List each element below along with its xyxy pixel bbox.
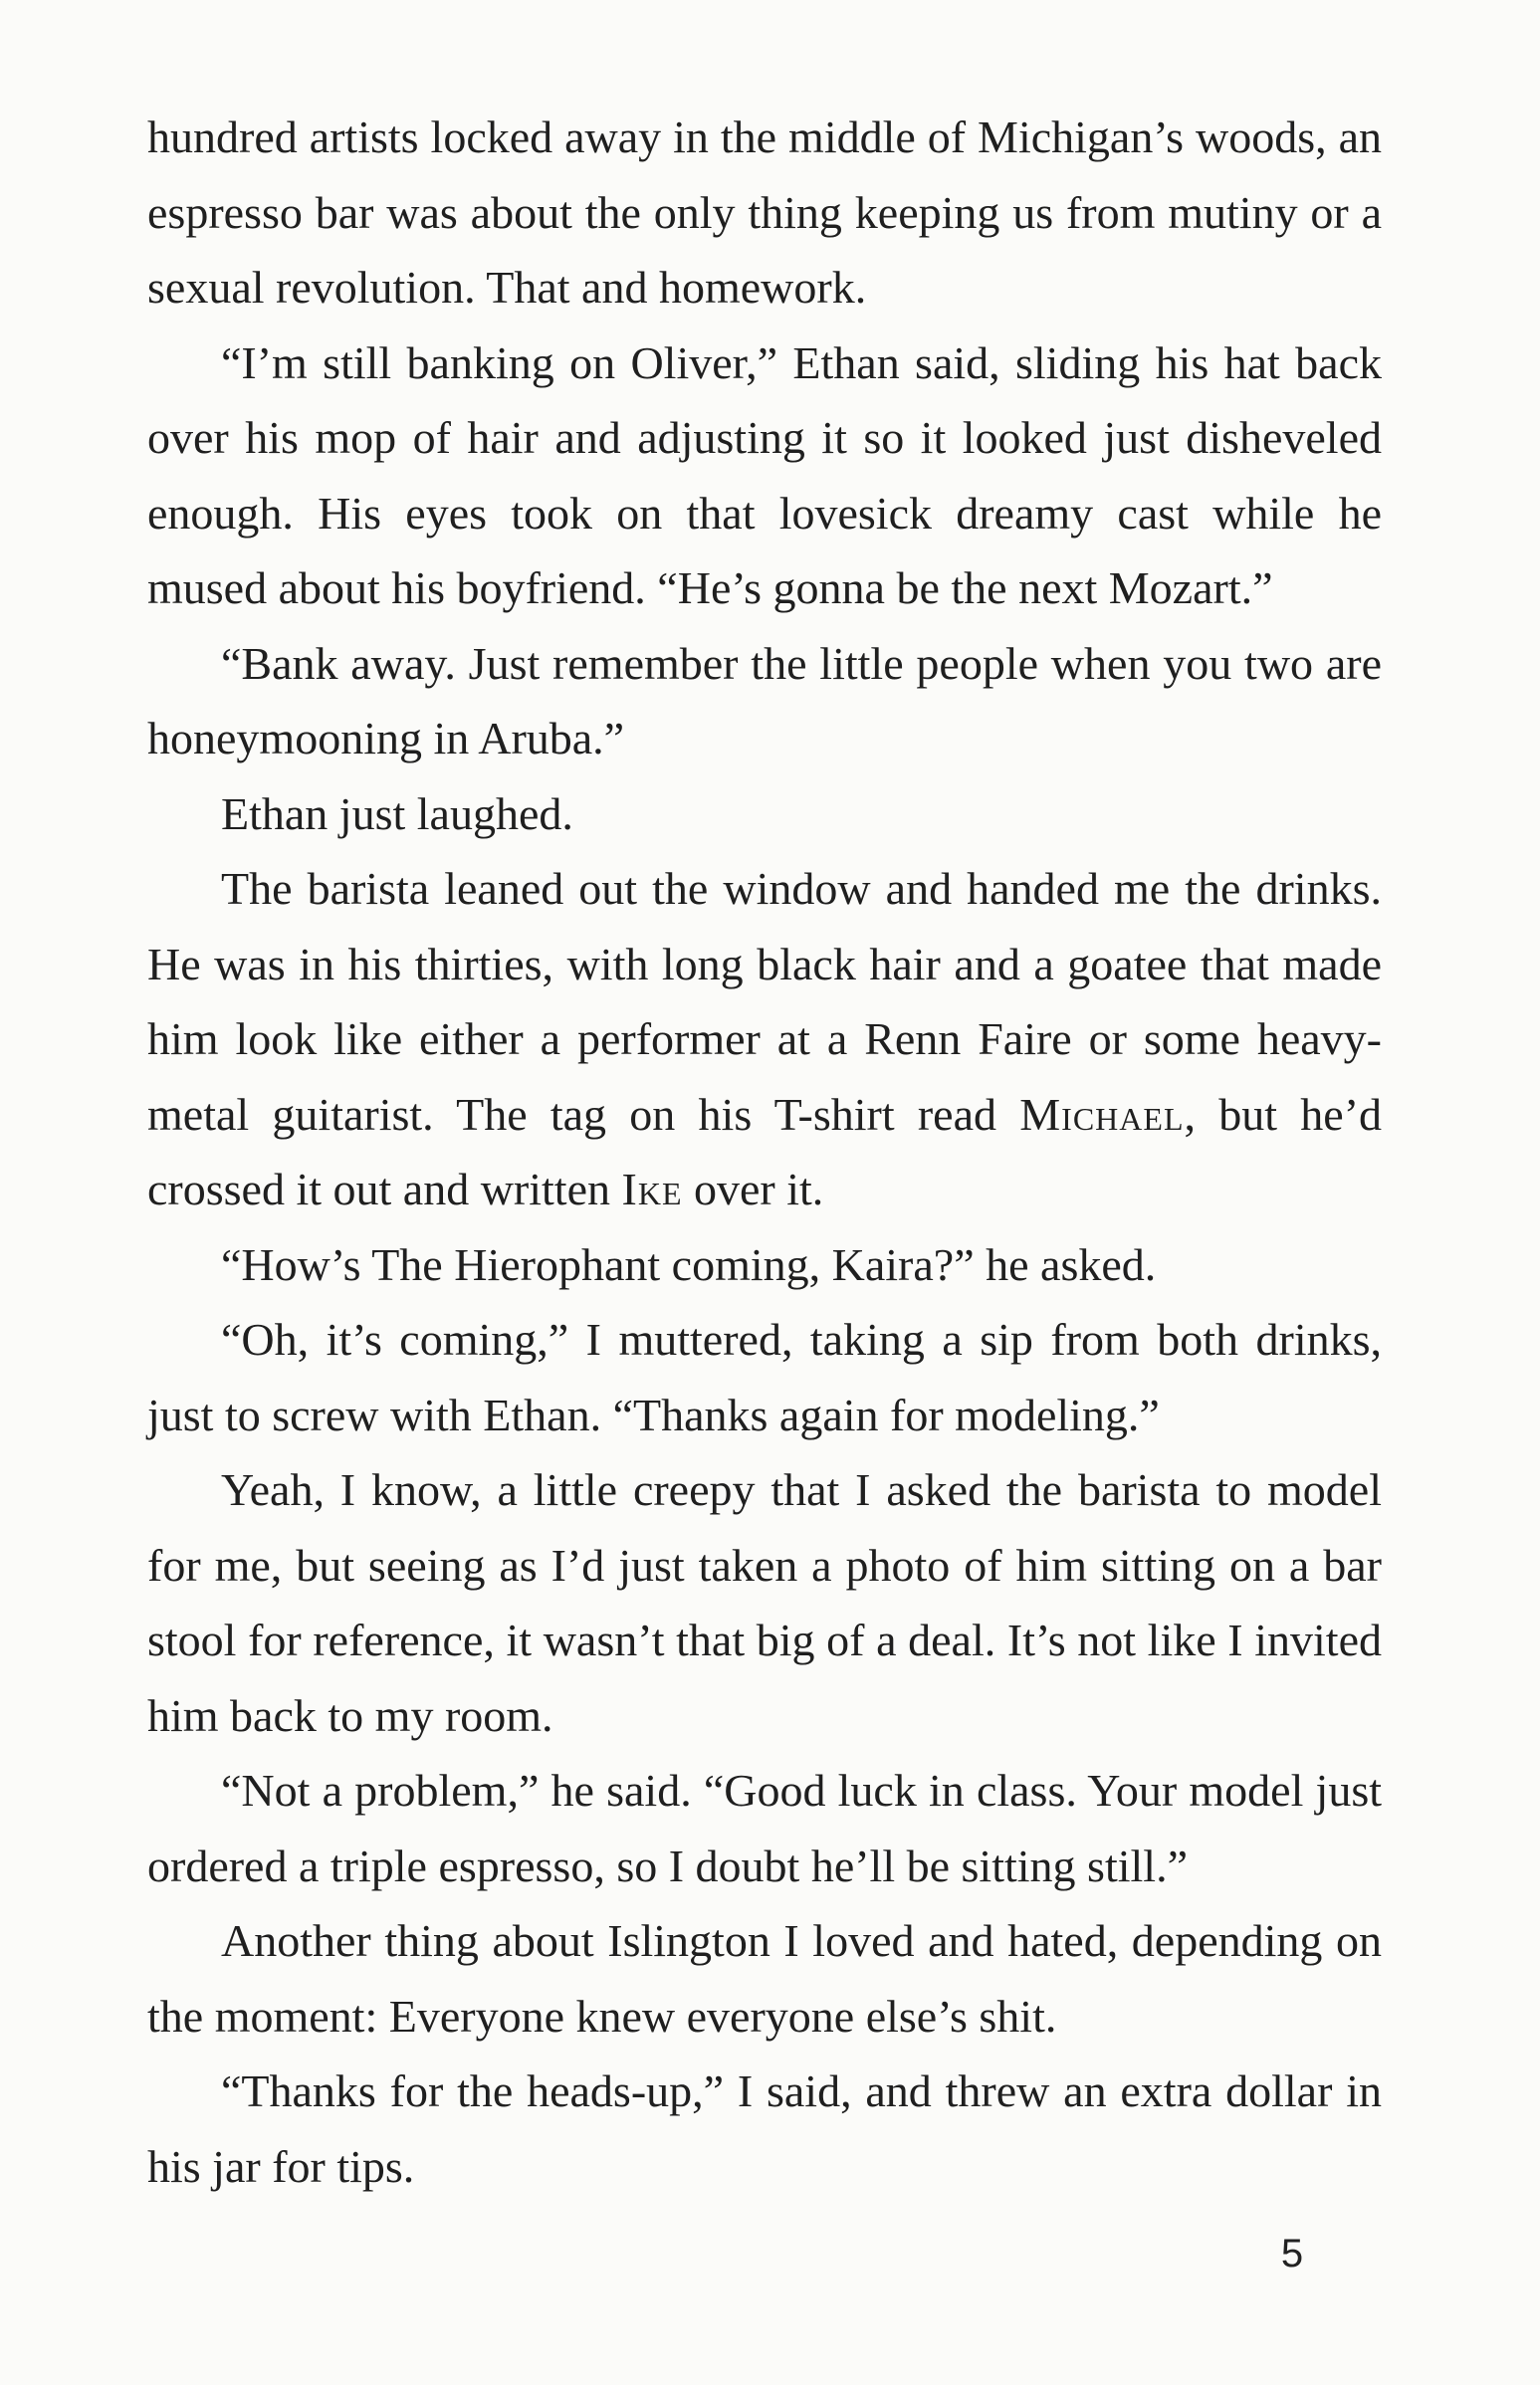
paragraph-text: over it. xyxy=(682,1164,824,1214)
paragraph-text: “How’s The Hierophant coming, Kaira?” he asked. xyxy=(221,1238,1157,1290)
paragraph-text: “Bank away. Just remember the little people when you two are honeymooning in Aruba.” xyxy=(147,637,1382,763)
paragraph-4 xyxy=(147,776,1382,852)
paragraph-9 xyxy=(147,1753,1382,1903)
paragraph-2 xyxy=(147,325,1382,626)
page-number: 5 xyxy=(1280,2232,1304,2276)
paragraph-text: Yeah, I know, a little creepy that I asked the barista to model for me, but seeing as I’d just taken a photo of him sitting on a bar stool for reference, it wasn’t that big of a deal. It’s not like I invited him back to my room. xyxy=(147,1464,1382,1741)
paragraph-7 xyxy=(147,1302,1382,1452)
paragraph-3 xyxy=(147,626,1382,776)
paragraph-10 xyxy=(147,1903,1382,2054)
paragraph-text: Another thing about Islington I loved and hated, depending on the moment: Everyone knew everyone else’s shit. xyxy=(147,1915,1382,2042)
paragraph-11 xyxy=(147,2054,1382,2204)
paragraph-1 xyxy=(147,100,1382,325)
paragraph-text: “Not a problem,” he said. “Good luck in class. Your model just ordered a triple espresso, so I doubt he’ll be sitting still.” xyxy=(147,1765,1382,1891)
paragraph-text: The barista leaned out the window and handed me the drinks. He was in his thirties, with long black hair and a goatee that made him look like either a performer at a Renn Faire or some heavy-metal guitarist. The tag on his T-shirt read xyxy=(147,863,1382,1140)
paragraph-text: , but he’d crossed it out and written xyxy=(147,1088,1383,1214)
paragraph-8 xyxy=(147,1452,1382,1753)
paragraph-text: “Thanks for the heads-up,” I said, and threw an extra dollar in his jar for tips. xyxy=(147,2065,1382,2192)
paragraph-text: Ethan just laughed. xyxy=(221,787,573,839)
written-name-small-caps: Ike xyxy=(621,1164,683,1214)
paragraph-text: hundred artists locked away in the middle of Michigan’s woods, an espresso bar was about the only thing keeping us from mutiny or a sexual revolution. That and homework. xyxy=(147,111,1382,313)
paragraph-5 xyxy=(147,851,1382,1227)
paragraph-text: “I’m still banking on Oliver,” Ethan said, sliding his hat back over his mop of hair and adjusting it so it looked just disheveled enough. His eyes took on that lovesick dreamy cast while he mused about his boyfriend. “He’s gonna be the next Mozart.” xyxy=(147,336,1382,613)
tag-name-small-caps: Michael xyxy=(1019,1088,1185,1140)
book-page-body xyxy=(147,100,1382,2204)
paragraph-6 xyxy=(147,1227,1382,1303)
paragraph-text: “Oh, it’s coming,” I muttered, taking a sip from both drinks, just to screw with Ethan. “Thanks again for modeling.” xyxy=(147,1314,1382,1440)
